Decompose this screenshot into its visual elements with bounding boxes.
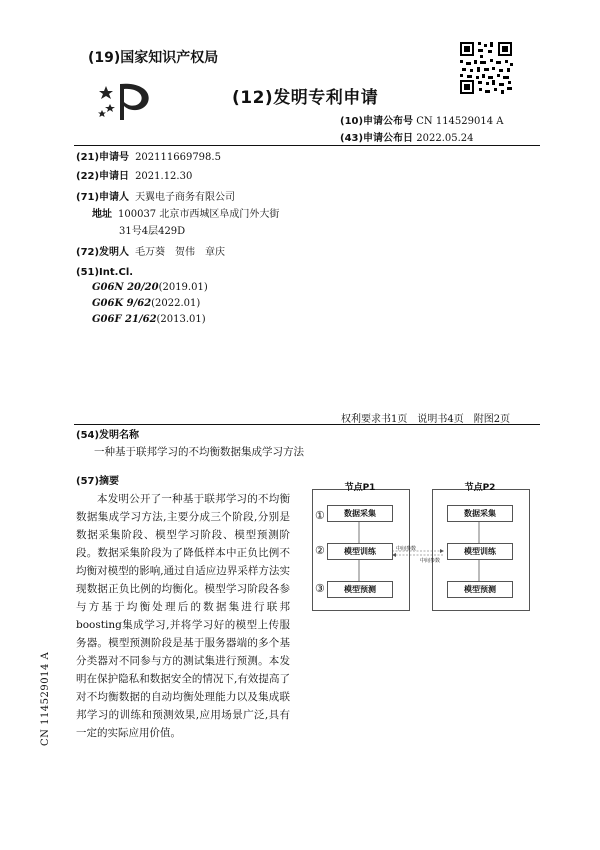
inventors-row xyxy=(76,246,225,260)
inventors: 毛万葵 贺伟 章庆 xyxy=(135,247,226,258)
inventors-label: (72)发明人 xyxy=(76,247,130,258)
address-label: 地址 xyxy=(92,209,112,220)
publication-number: CN 114529014 A xyxy=(416,116,504,127)
application-number: 202111669798.5 xyxy=(135,152,221,163)
ipc-entry: G06F 21/62(2013.01) xyxy=(92,314,206,325)
p1-model-prediction-box: 模型预测 xyxy=(327,581,393,598)
ipc-label: (51)Int.Cl. xyxy=(76,267,134,278)
applicant-label: (71)申请人 xyxy=(76,192,130,203)
application-date-label: (22)申请日 xyxy=(76,171,130,182)
publication-date-label: (43)申请公布日 xyxy=(340,133,414,144)
office-name: (19)国家知识产权局 xyxy=(88,50,219,66)
title-label: (54)发明名称 xyxy=(76,430,140,441)
qr-code-icon xyxy=(458,40,514,96)
applicant: 天翼电子商务有限公司 xyxy=(135,192,236,203)
publication-date: 2022.05.24 xyxy=(416,133,474,144)
application-number-row xyxy=(76,151,221,165)
document-type: (12)发明专利申请 xyxy=(232,88,379,108)
address-line-2: 31号4层429D xyxy=(119,226,186,237)
publication-number-label: (10)申请公布号 xyxy=(340,116,414,127)
abstract-text: 本发明公开了一种基于联邦学习的不均衡数据集成学习方法,主要分成三个阶段,分别是数据采集阶段、模型学习阶段、模型预测阶段。数据采集阶段为了降低样本中正负比例不均衡对模型的影响,通过自适应边界采样方法实现数据正负比例的均衡化。模型学习阶段各参与方基于均衡处理后的数据集进行联邦boosting集成学习,并将学习好的模型上传服务器。模型预测阶段是基于服务器端的多个基分类器对不同参与方的测试集进行预测。本发明在保护隐私和数据安全的情况下,有效提高了对不均衡数据的自动均衡处理能力以及集成联邦学习的训练和预测效果,应用场景广泛,具有一定的实际应用价值。 xyxy=(76,493,290,739)
application-date: 2021.12.30 xyxy=(135,171,193,182)
address-line-1: 100037 北京市西城区阜成门外大街 xyxy=(118,209,280,220)
invention-title: 一种基于联邦学习的不均衡数据集成学习方法 xyxy=(94,446,304,458)
header-divider xyxy=(74,145,540,146)
vertical-publication-number: CN 114529014 A xyxy=(40,651,51,746)
node-p2-title: 节点P2 xyxy=(464,483,496,493)
p2-model-training-box: 模型训练 xyxy=(447,543,513,560)
p1-data-collection-box: 数据采集 xyxy=(327,505,393,522)
exchange-label-bottom: 中间参数 xyxy=(420,558,441,564)
abstract-label: (57)摘要 xyxy=(76,476,120,487)
application-date-row xyxy=(76,170,192,184)
application-number-label: (21)申请号 xyxy=(76,152,130,163)
section-divider xyxy=(74,424,540,425)
address-row xyxy=(92,208,279,222)
ipc-entry: G06N 20/20(2019.01) xyxy=(92,282,208,293)
stage-marker: ② xyxy=(315,544,325,557)
node-p1-title: 节点P1 xyxy=(344,483,376,493)
exchange-label-top: 中间参数 xyxy=(396,546,417,552)
publication-number-line xyxy=(340,112,504,127)
p2-data-collection-box: 数据采集 xyxy=(447,505,513,522)
publication-date-line xyxy=(340,129,474,144)
applicant-row xyxy=(76,191,235,205)
pages-info: 权利要求书1页 说明书4页 附图2页 xyxy=(341,414,511,425)
office-logo-icon xyxy=(98,80,158,122)
p1-model-training-box: 模型训练 xyxy=(327,543,393,560)
stage-marker: ① xyxy=(315,509,325,522)
ipc-entry: G06K 9/62(2022.01) xyxy=(92,298,201,309)
p2-model-prediction-box: 模型预测 xyxy=(447,581,513,598)
stage-marker: ③ xyxy=(315,582,325,595)
